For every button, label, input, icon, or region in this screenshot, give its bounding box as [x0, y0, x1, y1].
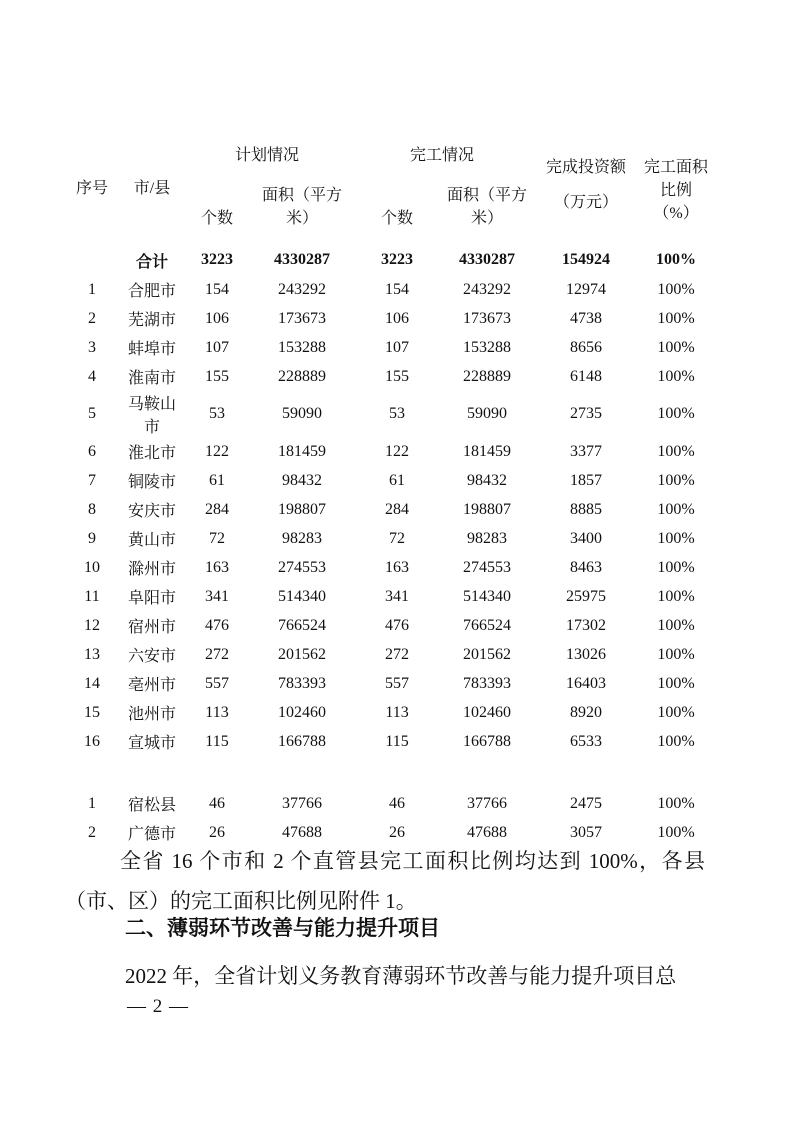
cell-planned-area: 198807	[278, 500, 326, 518]
cell-completed-count: 53	[389, 405, 406, 422]
cell-ratio: 100%	[657, 587, 695, 605]
cell-planned-area: 514340	[278, 587, 326, 605]
cell-planned-area: 243292	[278, 280, 326, 298]
header-ratio-title: 完工面积比例	[644, 159, 709, 199]
header-row-groups	[62, 142, 712, 182]
cell-serial: 11	[84, 587, 100, 605]
cell-planned-count: 155	[205, 367, 229, 385]
cell-ratio: 100%	[657, 405, 695, 422]
cell-completed-area: 783393	[463, 674, 512, 692]
body-paragraph-section-intro: 2022 年，全省计划义务教育薄弱环节改善与能力提升项目总	[125, 964, 677, 988]
cell-serial: 14	[84, 674, 100, 692]
cell-ratio: 100%	[657, 558, 695, 576]
cell-investment: 8463	[570, 558, 603, 576]
cell-serial: 7	[88, 471, 96, 489]
cell-ratio: 100%	[657, 703, 695, 721]
cell-ratio: 100%	[657, 338, 695, 356]
cell-ratio: 100%	[657, 367, 695, 385]
cell-investment: 1857	[570, 471, 603, 489]
cell-completed-area: 166788	[463, 732, 512, 750]
cell-serial: 8	[88, 500, 96, 518]
cell-completed-count: 115	[385, 732, 409, 750]
cell-investment: 8885	[570, 500, 603, 518]
table-row	[62, 582, 712, 611]
cell-planned-area: 47688	[282, 823, 322, 841]
cell-investment: 8920	[570, 703, 603, 721]
cell-completed-count: 61	[389, 471, 406, 489]
header-planned-area: 面积（平方米）	[262, 187, 343, 227]
cell-completed-area: 47688	[467, 823, 508, 841]
table-row	[62, 231, 712, 275]
cell-completed-count: 476	[385, 616, 410, 634]
cell-planned-area: 59090	[282, 405, 322, 422]
cell-investment: 6533	[570, 732, 603, 750]
cell-investment: 8656	[570, 338, 603, 356]
cell-city: 芜湖市	[127, 312, 176, 329]
cell-planned-count: 122	[205, 442, 229, 460]
cell-investment: 2735	[570, 405, 603, 422]
cell-planned-area: 98432	[282, 471, 322, 489]
cell-ratio: 100%	[657, 732, 695, 750]
cell-planned-area: 181459	[278, 442, 326, 460]
cell-city: 池州市	[127, 706, 176, 723]
cell-completed-count: 154	[385, 280, 410, 298]
cell-completed-count: 3223	[381, 251, 414, 268]
cell-city: 合计	[135, 253, 168, 271]
cell-city: 马鞍山市	[127, 396, 176, 436]
cell-ratio: 100%	[657, 529, 695, 547]
table-row	[62, 698, 712, 727]
header-ratio-unit: （%）	[653, 205, 699, 222]
header-ratio	[640, 142, 712, 231]
cell-planned-count: 272	[205, 645, 229, 663]
cell-serial: 1	[88, 280, 96, 298]
county-rows-body	[62, 756, 712, 847]
header-planned-count: 个数	[200, 210, 233, 227]
cell-planned-count: 26	[209, 823, 225, 841]
cell-planned-count: 113	[205, 703, 229, 721]
table-row	[62, 466, 712, 495]
cell-completed-count: 46	[389, 794, 406, 812]
cell-ratio: 100%	[657, 616, 695, 634]
cell-completed-count: 341	[385, 587, 410, 605]
cell-ratio: 100%	[657, 674, 695, 692]
table-row	[62, 495, 712, 524]
total-row-body	[62, 231, 712, 275]
cell-completed-area: 201562	[463, 645, 512, 663]
page-number: — 2 —	[127, 996, 189, 1017]
cell-ratio: 100%	[657, 500, 695, 518]
cell-serial: 2	[88, 309, 96, 327]
cell-completed-count: 72	[389, 529, 406, 547]
cell-planned-count: 107	[205, 338, 229, 356]
cell-serial: 2	[88, 823, 96, 841]
cell-investment: 16403	[566, 674, 607, 692]
header-serial: 序号	[75, 180, 108, 197]
cell-investment: 12974	[566, 280, 607, 298]
cell-completed-count: 163	[385, 558, 410, 576]
cell-planned-area: 783393	[278, 674, 326, 692]
cell-ratio: 100%	[656, 251, 697, 268]
header-city: 市/县	[133, 180, 171, 197]
table-row	[62, 553, 712, 582]
cell-city: 亳州市	[127, 677, 176, 694]
header-investment-unit: （万元）	[554, 194, 619, 211]
cell-ratio: 100%	[657, 794, 695, 812]
cell-planned-count: 72	[209, 529, 225, 547]
city-rows-body	[62, 275, 712, 756]
cell-city: 广德市	[127, 826, 176, 843]
cell-planned-area: 173673	[278, 309, 326, 327]
table-row	[62, 669, 712, 698]
cell-investment: 3377	[570, 442, 603, 460]
header-completed-group: 完工情况	[410, 147, 475, 164]
cell-completed-area: 37766	[467, 794, 508, 812]
cell-ratio: 100%	[657, 280, 695, 298]
cell-city: 合肥市	[127, 283, 176, 300]
cell-serial: 5	[88, 405, 96, 422]
table-row	[62, 756, 712, 818]
cell-serial: 3	[88, 338, 96, 356]
cell-completed-area: 243292	[463, 280, 512, 298]
cell-investment: 2475	[570, 794, 603, 812]
header-completed-area: 面积（平方米）	[447, 187, 528, 227]
cell-planned-area: 4330287	[274, 251, 330, 268]
cell-city: 宿松县	[127, 797, 176, 814]
cell-investment: 13026	[566, 645, 607, 663]
cell-completed-count: 106	[385, 309, 410, 327]
cell-city: 黄山市	[127, 532, 176, 549]
body-paragraph-summary: 全省 16 个市和 2 个直管县完工面积比例均达到 100%，各县（市、区）的完工面积比例见附件 1。	[65, 849, 705, 913]
cell-planned-area: 766524	[278, 616, 326, 634]
cell-investment: 3400	[570, 529, 603, 547]
cell-planned-area: 274553	[278, 558, 326, 576]
cell-serial: 12	[84, 616, 100, 634]
cell-investment: 25975	[566, 587, 607, 605]
cell-serial: 10	[84, 558, 100, 576]
header-investment-title: 完成投资额	[546, 159, 627, 176]
cell-planned-area: 228889	[278, 367, 326, 385]
cell-city: 淮南市	[127, 370, 176, 387]
cell-completed-area: 98432	[467, 471, 508, 489]
cell-planned-count: 106	[205, 309, 229, 327]
section-heading: 二、薄弱环节改善与能力提升项目	[125, 917, 440, 941]
cell-ratio: 100%	[657, 442, 695, 460]
cell-completed-count: 155	[385, 367, 410, 385]
cell-completed-area: 59090	[467, 405, 508, 422]
cell-investment: 3057	[570, 823, 603, 841]
table-row	[62, 304, 712, 333]
cell-completed-area: 153288	[463, 338, 512, 356]
cell-ratio: 100%	[657, 471, 695, 489]
cell-serial: 9	[88, 529, 96, 547]
cell-city: 铜陵市	[127, 474, 176, 491]
cell-completed-area: 102460	[463, 703, 512, 721]
cell-investment: 6148	[570, 367, 603, 385]
cell-serial: 6	[88, 442, 96, 460]
cell-planned-count: 341	[205, 587, 229, 605]
cell-serial: 1	[88, 794, 96, 812]
cell-planned-count: 46	[209, 794, 225, 812]
cell-planned-area: 102460	[278, 703, 326, 721]
header-investment	[532, 142, 640, 231]
cell-completed-count: 272	[385, 645, 410, 663]
cell-city: 蚌埠市	[127, 341, 176, 358]
cell-completed-count: 122	[385, 442, 410, 460]
table-row	[62, 437, 712, 466]
cell-planned-area: 166788	[278, 732, 326, 750]
table-row	[62, 640, 712, 669]
cell-city: 滁州市	[127, 561, 176, 578]
cell-ratio: 100%	[657, 645, 695, 663]
cell-completed-count: 113	[385, 703, 409, 721]
cell-investment: 17302	[566, 616, 607, 634]
cell-completed-area: 228889	[463, 367, 512, 385]
header-completed-count: 个数	[381, 210, 414, 227]
cell-ratio: 100%	[657, 309, 695, 327]
table-row	[62, 391, 712, 437]
cell-investment: 154924	[562, 251, 611, 268]
cell-completed-area: 181459	[463, 442, 512, 460]
cell-serial	[62, 231, 122, 275]
cell-city: 宿州市	[127, 619, 176, 636]
cell-completed-area: 198807	[463, 500, 512, 518]
cell-city: 六安市	[127, 648, 176, 665]
table-row	[62, 611, 712, 640]
table-row	[62, 362, 712, 391]
cell-planned-count: 3223	[201, 251, 233, 268]
table-row	[62, 333, 712, 362]
cell-serial: 4	[88, 367, 96, 385]
cell-completed-area: 766524	[463, 616, 512, 634]
cell-completed-count: 26	[389, 823, 406, 841]
cell-city: 宣城市	[127, 735, 176, 752]
cell-city: 淮北市	[127, 445, 176, 462]
cell-completed-area: 173673	[463, 309, 512, 327]
cell-completed-area: 4330287	[459, 251, 516, 268]
cell-planned-count: 154	[205, 280, 229, 298]
cell-completed-area: 98283	[467, 529, 508, 547]
cell-planned-area: 153288	[278, 338, 326, 356]
cell-planned-area: 37766	[282, 794, 322, 812]
cell-completed-count: 557	[385, 674, 410, 692]
table-row	[62, 524, 712, 553]
cell-planned-count: 53	[209, 405, 225, 422]
cell-completed-area: 514340	[463, 587, 512, 605]
cell-serial: 16	[84, 732, 100, 750]
cell-ratio: 100%	[657, 823, 695, 841]
table-row	[62, 275, 712, 304]
cell-city: 阜阳市	[127, 590, 176, 607]
table-row	[62, 727, 712, 756]
completion-stats-table	[62, 142, 712, 847]
cell-planned-count: 476	[205, 616, 229, 634]
table-header	[62, 142, 712, 231]
cell-completed-count: 107	[385, 338, 410, 356]
cell-serial: 15	[84, 703, 100, 721]
cell-planned-count: 115	[205, 732, 229, 750]
cell-serial: 13	[84, 645, 100, 663]
cell-planned-count: 284	[205, 500, 229, 518]
cell-completed-count: 284	[385, 500, 410, 518]
cell-city: 安庆市	[127, 503, 176, 520]
cell-planned-area: 201562	[278, 645, 326, 663]
cell-completed-area: 274553	[463, 558, 512, 576]
cell-planned-area: 98283	[282, 529, 322, 547]
header-planned-group: 计划情况	[235, 147, 300, 164]
cell-planned-count: 163	[205, 558, 229, 576]
cell-planned-count: 557	[205, 674, 229, 692]
cell-investment: 4738	[570, 309, 603, 327]
cell-planned-count: 61	[209, 471, 225, 489]
